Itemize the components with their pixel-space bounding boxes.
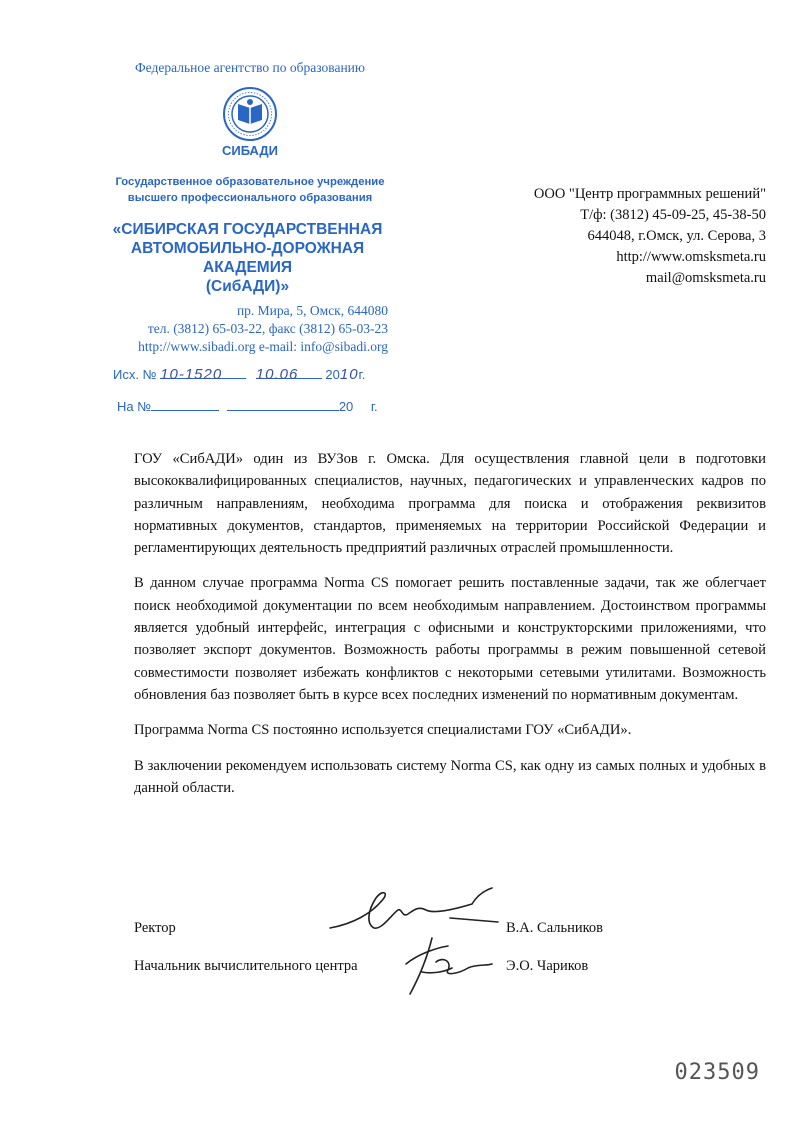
body-paragraph: ГОУ «СибАДИ» один из ВУЗов г. Омска. Для осуществления главной цели в подготовки высококвалифицированных специалистов, научных, педагогических и управленческих кадров по различным направлениям, необходима программа для поиска и отображения реквизитов нормативных документов, стандартов, применяемых на территории Российской Федерации и регламентирующих деятельность предприятий различных отраслей промышленности. bbox=[134, 451, 766, 557]
head-name: Э.О. Чариков bbox=[506, 958, 589, 974]
recipient-phone: Т/ф: (3812) 45-09-25, 45-38-50 bbox=[580, 207, 766, 223]
outgoing-year-prefix: 20 bbox=[325, 367, 340, 382]
outgoing-date-field bbox=[255, 366, 322, 383]
outgoing-number-value: 10-1520 bbox=[160, 366, 223, 383]
sender-website: http://www.sibadi.org bbox=[138, 339, 256, 354]
sender-phones: тел. (3812) 65-03-22, факс (3812) 65-03-23 bbox=[147, 321, 388, 336]
outgoing-label: Исх. № bbox=[113, 367, 157, 382]
institution-line: высшего профессионального образования bbox=[127, 192, 373, 204]
reply-number-field bbox=[151, 398, 219, 411]
body-paragraph: Программа Norma CS постоянно используется специалистами ГОУ «СибАДИ». bbox=[134, 722, 632, 739]
institution-type bbox=[95, 174, 405, 206]
institution-name bbox=[85, 220, 410, 296]
letterhead-agency: Федеральное агентство по образованию bbox=[135, 60, 365, 75]
document-serial-number: 023509 bbox=[674, 1060, 760, 1085]
rector-signature-icon bbox=[322, 884, 502, 940]
letter-body bbox=[134, 448, 766, 812]
reply-label: На № bbox=[117, 399, 152, 414]
name-line: «СИБИРСКАЯ ГОСУДАРСТВЕННАЯ bbox=[112, 221, 383, 238]
reply-suffix: г. bbox=[370, 399, 378, 414]
recipient-address: 644048, г.Омск, ул. Серова, 3 bbox=[587, 228, 766, 244]
outgoing-number-field bbox=[160, 366, 246, 383]
logo-caption: СИБАДИ bbox=[221, 143, 279, 158]
head-signature-icon bbox=[392, 934, 502, 1000]
name-line: АКАДЕМИЯ bbox=[203, 259, 292, 276]
reply-number bbox=[117, 398, 397, 414]
sender-email: e-mail: info@sibadi.org bbox=[258, 339, 388, 354]
sender-contacts bbox=[0, 302, 388, 356]
name-line: АВТОМОБИЛЬНО-ДОРОЖНАЯ bbox=[130, 240, 365, 257]
outgoing-date-value: 10.06 bbox=[255, 366, 299, 383]
outgoing-number bbox=[113, 366, 393, 383]
outgoing-year-hand: 10 bbox=[339, 366, 359, 383]
reply-year: 20 bbox=[338, 399, 354, 414]
sender-address: пр. Мира, 5, Омск, 644080 bbox=[236, 303, 388, 318]
recipient-email: mail@omsksmeta.ru bbox=[645, 270, 766, 286]
body-paragraph: В заключении рекомендуем использовать систему Norma CS, как одну из самых полных и удобных в данной области. bbox=[134, 757, 766, 796]
name-line: (СибАДИ)» bbox=[205, 278, 290, 295]
head-role: Начальник вычислительного центра bbox=[134, 958, 358, 974]
recipient-company: ООО "Центр программных решений" bbox=[533, 186, 766, 202]
recipient-website: http://www.omsksmeta.ru bbox=[616, 249, 766, 265]
recipient-block bbox=[440, 184, 766, 289]
reply-date-field bbox=[227, 398, 339, 411]
institution-line: Государственное образовательное учреждение bbox=[115, 176, 385, 188]
rector-name: В.А. Сальников bbox=[506, 920, 604, 936]
outgoing-year-suffix: г. bbox=[358, 367, 366, 382]
sender-web-row bbox=[0, 338, 388, 356]
rector-role: Ректор bbox=[134, 920, 176, 936]
sibadi-logo-icon bbox=[222, 84, 278, 146]
body-paragraph: В данном случае программа Norma CS помогает решить поставленные задачи, так же облегчает поиск необходимой документации по всем необходимым направлением. Достоинством программы является удобный интерфейс, интеграция с офисными и конструкторскими приложениями, что позволяет экспорт документов. Возможность работы программы в режим повышенной сетевой совместимости позволяет избежать конфликтов с некоторыми сетевыми утилитами. Возможность обновления баз позволяет быть в курсе всех последних изменений по нормативным документам. bbox=[134, 575, 766, 703]
